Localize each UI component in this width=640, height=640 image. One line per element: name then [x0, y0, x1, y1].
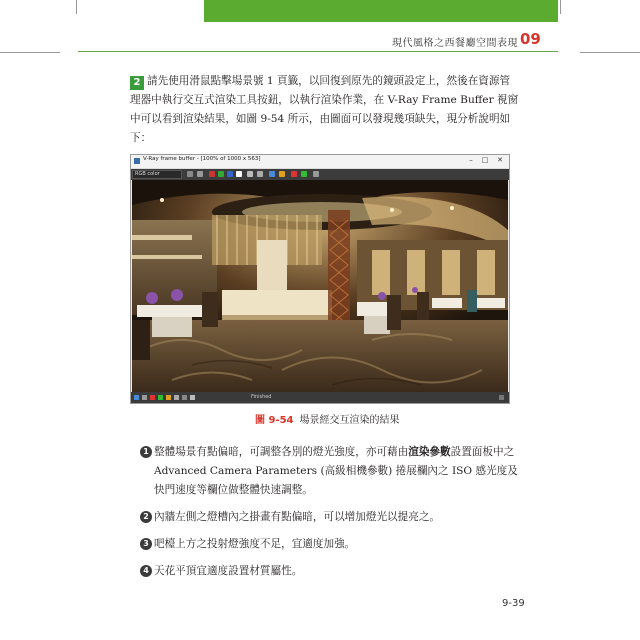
step-number-badge: 2	[130, 76, 144, 90]
lut-icon[interactable]	[190, 395, 195, 400]
header-rule	[78, 51, 558, 52]
item-number-badge: 1	[140, 446, 152, 458]
region-render-icon[interactable]	[269, 171, 275, 177]
chapter-number: 09	[520, 30, 541, 48]
restaurant-render-svg	[132, 180, 508, 392]
chapter-color-bar	[204, 0, 558, 22]
list-item	[140, 443, 524, 500]
crop-mark	[560, 0, 561, 14]
vfb-toolbar	[131, 169, 509, 180]
running-header-title: 現代風格之西餐廳空間表現	[392, 38, 518, 49]
green-channel-icon[interactable]	[218, 171, 224, 177]
close-button[interactable]: ✕	[497, 156, 503, 164]
crop-mark	[580, 52, 640, 53]
figure-caption-text: 場景經交互渲染的結果	[299, 415, 400, 426]
alpha-channel-icon[interactable]	[236, 171, 242, 177]
intro-text: 請先使用滑鼠點擊場景號 1 頁籤，以回復到原先的鏡頭設定上，然後在資源管理器中執行交互式渲染工具按鈕，以執行渲染作業，在 V-Ray Frame Buffer 視窗中可以看到渲染結果，如圖 9-54 所示，由圖面可以發現幾項缺失，現分析說明如下：	[130, 75, 519, 144]
item-text: 吧檯上方之投射燈強度不足，宜適度加強。	[154, 538, 356, 550]
curves-icon[interactable]	[174, 395, 179, 400]
crop-mark	[0, 52, 60, 53]
item-text-bold: 渲染參數	[408, 446, 451, 458]
red-channel-icon[interactable]	[209, 171, 215, 177]
item-number-badge: 4	[140, 565, 152, 577]
list-item	[140, 562, 524, 581]
window-title: V-Ray frame buffer - [100% of 1000 x 563]	[143, 156, 261, 162]
load-icon[interactable]	[197, 171, 203, 177]
blue-channel-icon[interactable]	[227, 171, 233, 177]
history-icon[interactable]	[134, 395, 139, 400]
vfb-status-bar	[131, 392, 509, 403]
list-item	[140, 535, 524, 554]
levels-icon[interactable]	[182, 395, 187, 400]
crop-mark	[76, 0, 77, 14]
follow-mouse-icon[interactable]	[279, 171, 285, 177]
white-balance-icon[interactable]	[166, 395, 171, 400]
analysis-list	[140, 443, 524, 589]
vray-frame-buffer-window	[130, 154, 510, 404]
lens-effects-icon[interactable]	[142, 395, 147, 400]
color-correction-icon[interactable]	[150, 395, 155, 400]
start-render-icon[interactable]	[301, 171, 307, 177]
vray-app-icon	[134, 158, 140, 164]
maximize-button[interactable]: □	[481, 156, 489, 164]
item-text: 內牆左側之燈槽內之掛畫有點偏暗，可以增加燈光以提亮之。	[154, 511, 441, 523]
window-title-bar	[131, 155, 509, 169]
page-number: 9-39	[502, 598, 525, 609]
render-preview-image	[132, 180, 508, 392]
figure-caption	[255, 411, 400, 426]
settings-icon[interactable]	[313, 171, 319, 177]
stop-render-icon[interactable]	[291, 171, 297, 177]
item-text-pre: 整體場景有點偏暗，可調整各別的燈光強度，亦可藉由	[154, 446, 409, 458]
save-icon[interactable]	[187, 171, 193, 177]
channel-select-value: RGB color	[135, 171, 160, 177]
minimize-button[interactable]: –	[469, 156, 473, 164]
mono-icon[interactable]	[247, 171, 253, 177]
exposure-icon[interactable]	[158, 395, 163, 400]
figure-number: 圖 9-54	[255, 415, 294, 426]
item-text: 天花平頂宜適度設置材質屬性。	[154, 565, 303, 577]
list-item	[140, 508, 524, 527]
clear-icon[interactable]	[257, 171, 263, 177]
item-text-post: 設置面板中之 Advanced Camera Parameters (高級相機參數) 捲展欄內之 ISO 感光度及快門速度等欄位做整體快速調整。	[154, 446, 518, 496]
stamp-icon[interactable]	[499, 395, 504, 400]
intro-paragraph	[130, 72, 520, 148]
item-number-badge: 3	[140, 538, 152, 550]
render-status-text: Finished	[251, 394, 272, 400]
channel-select[interactable]	[132, 170, 182, 179]
item-number-badge: 2	[140, 511, 152, 523]
